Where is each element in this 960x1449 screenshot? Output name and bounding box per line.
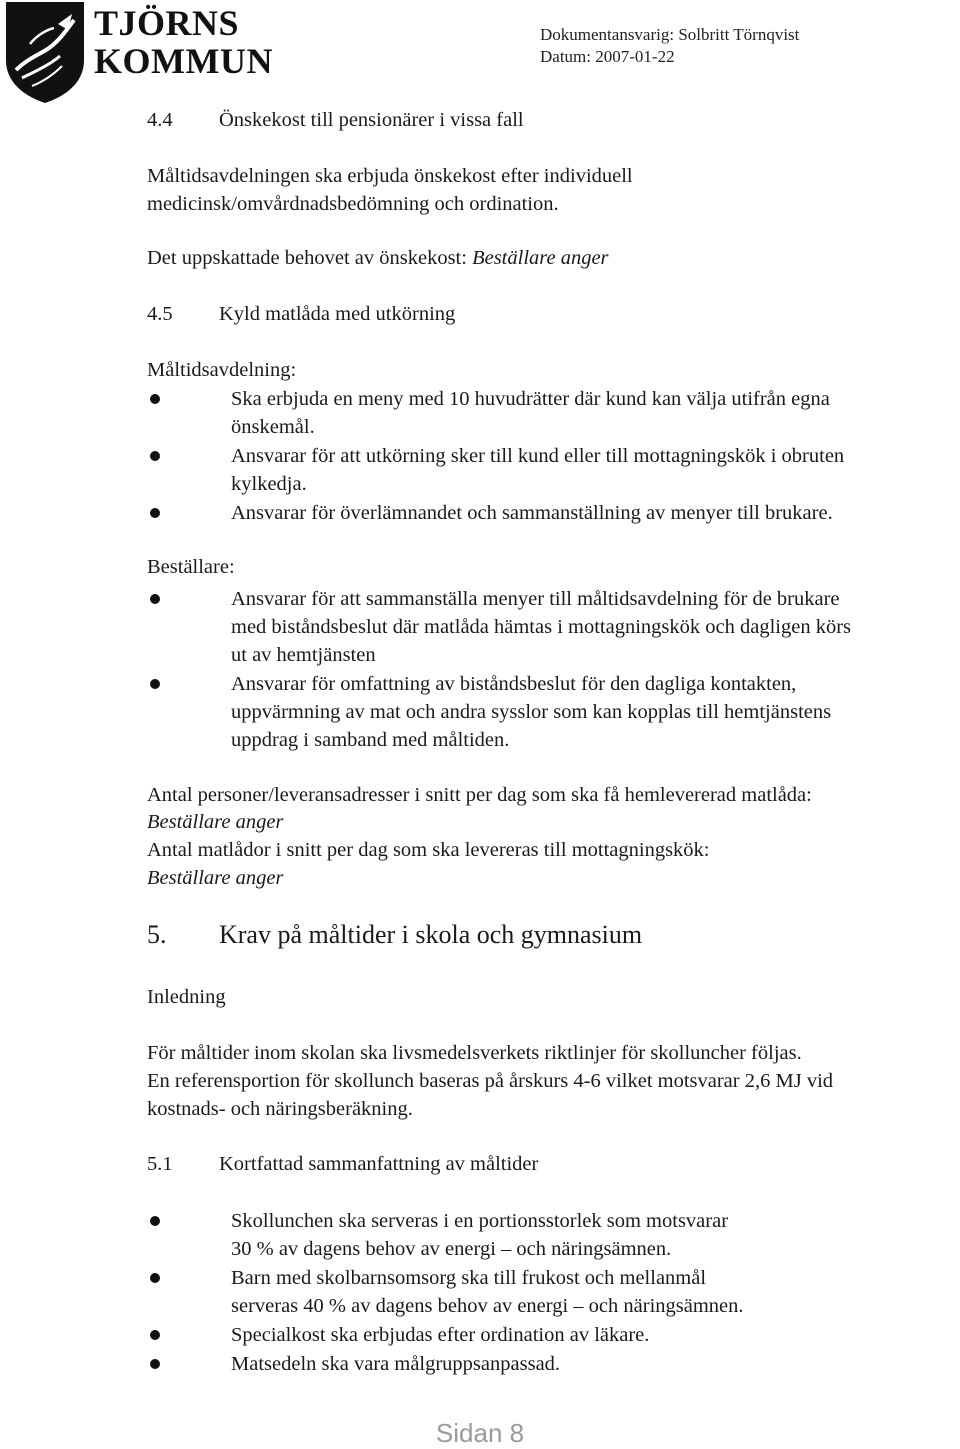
bullet-icon (150, 451, 160, 461)
bullet-line: uppvärmning av mat och andra sysslor som kan kopplas till hemtjänstens (231, 701, 832, 723)
bullet-line: önskemål. (231, 416, 315, 438)
bullet-line: serveras 40 % av dagens behov av energi – och näringsämnen. (231, 1295, 744, 1317)
section-title-5-1: Kortfattad sammanfattning av måltider (219, 1153, 539, 1175)
bullet-icon (150, 1273, 160, 1283)
bullet-line: kylkedja. (231, 473, 307, 495)
bullet-line: med biståndsbeslut där matlåda hämtas i mottagningskök och dagligen körs (231, 616, 852, 638)
section-title-4-5: Kyld matlåda med utkörning (219, 303, 456, 325)
label-bestallare: Beställare: (147, 556, 235, 578)
bullet-line: Ansvarar för överlämnandet och sammanställning av menyer till brukare. (231, 502, 833, 524)
bullet-line: 30 % av dagens behov av energi – och näringsämnen. (231, 1238, 672, 1260)
section-number-4-4: 4.4 (147, 109, 173, 131)
bullet-line: Ansvarar för att sammanställa menyer till måltidsavdelning för de brukare (231, 588, 840, 610)
paragraph-line: För måltider inom skolan ska livsmedelsverkets riktlinjer för skolluncher följas. (147, 1042, 802, 1064)
bullet-line: Specialkost ska erbjudas efter ordination av läkare. (231, 1324, 650, 1346)
bullet-line: Ska erbjuda en meny med 10 huvudrätter där kund kan välja utifrån egna (231, 388, 830, 410)
paragraph-line: En referensportion för skollunch baseras på årskurs 4-6 vilket motsvarar 2,6 MJ vid (147, 1070, 834, 1092)
section-number-5: 5. (147, 920, 167, 949)
bullet-icon (150, 508, 160, 518)
doc-date: Datum: 2007-01-22 (540, 47, 675, 66)
doc-owner: Dokumentansvarig: Solbritt Törnqvist (540, 25, 800, 44)
bullet-icon (150, 1359, 160, 1369)
label-maltidsavdelning: Måltidsavdelning: (147, 359, 297, 381)
bullet-icon (150, 679, 160, 689)
bullet-icon (150, 1216, 160, 1226)
subheading-inledning: Inledning (147, 986, 226, 1008)
bullet-line: Ansvarar för att utkörning sker till kund eller till mottagningskök i obruten (231, 445, 845, 467)
logo-text-line2: KOMMUN (94, 41, 273, 81)
bullet-icon (150, 1330, 160, 1340)
answer-line: Beställare anger (147, 811, 284, 833)
bullet-line: Ansvarar för omfattning av biståndsbeslut för den dagliga kontakten, (231, 673, 797, 695)
question-line: Antal personer/leveransadresser i snitt per dag som ska få hemlevererad matlåda: (147, 784, 812, 806)
paragraph-line: Måltidsavdelningen ska erbjuda önskekost efter individuell (147, 165, 633, 187)
bullet-line: uppdrag i samband med måltiden. (231, 729, 510, 751)
estimated-need-label: Det uppskattade behovet av önskekost: (147, 247, 473, 269)
section-number-4-5: 4.5 (147, 303, 173, 325)
municipality-crest-icon (2, 0, 88, 104)
page-number: Sidan 8 (435, 1418, 525, 1448)
paragraph-line: medicinsk/omvårdnadsbedömning och ordination. (147, 193, 559, 215)
estimated-need-value: Beställare anger (472, 247, 609, 269)
logo (2, 0, 88, 104)
bullet-icon (150, 594, 160, 604)
question-line: Antal matlådor i snitt per dag som ska levereras till mottagningskök: (147, 839, 710, 861)
bullet-line: ut av hemtjänsten (231, 644, 376, 666)
bullet-line: Matsedeln ska vara målgruppsanpassad. (231, 1353, 561, 1375)
section-title-4-4: Önskekost till pensionärer i vissa fall (219, 109, 524, 131)
bullet-icon (150, 394, 160, 404)
estimated-need-line (147, 244, 609, 272)
section-number-5-1: 5.1 (147, 1153, 173, 1175)
bullet-line: Barn med skolbarnsomsorg ska till frukost och mellanmål (231, 1267, 707, 1289)
bullet-line: Skollunchen ska serveras i en portionsstorlek som motsvarar (231, 1210, 729, 1232)
paragraph-line: kostnads- och näringsberäkning. (147, 1098, 413, 1120)
section-title-5: Krav på måltider i skola och gymnasium (219, 920, 643, 949)
answer-line: Beställare anger (147, 867, 284, 889)
logo-text-line1: TJÖRNS (94, 3, 240, 43)
